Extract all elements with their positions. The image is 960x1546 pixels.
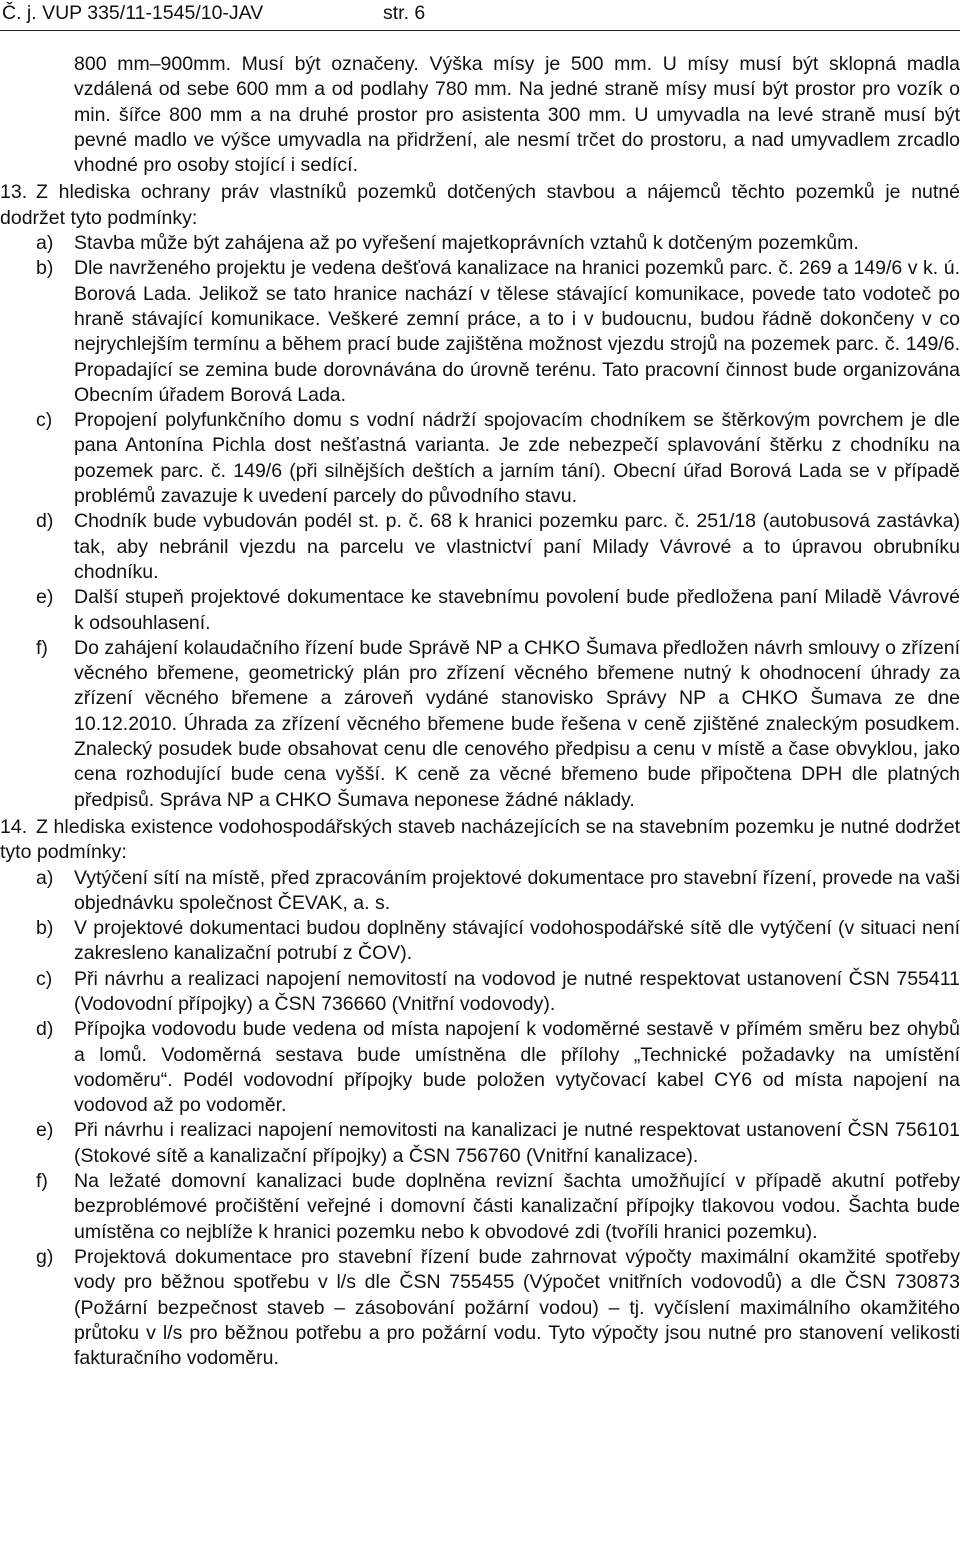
list-item bbox=[0, 967, 960, 1018]
section-intro: Z hlediska existence vodohospodářských staveb nacházejících se na stavebním pozemku je nutné dodržet tyto podmínky: bbox=[0, 815, 960, 864]
list-item bbox=[0, 408, 960, 509]
item-text: Propojení polyfunkčního domu s vodní nádrží spojovacím chodníkem se štěrkovým povrchem je dle pana Antonína Pichla dost nešťastná varianta. Je zde nebezpečí splavování štěrku z chodníku na pozemek parc. č. 149/6 (při silnějších deštích a jarním tání). Obecní úřad Borová Lada se v případě problémů zavazuje k uvedení parcely do původního stavu. bbox=[74, 409, 960, 508]
header-divider bbox=[0, 30, 960, 31]
section-intro: Z hlediska ochrany práv vlastníků pozemků dotčených stavbou a nájemců těchto pozemků je nutné dodržet tyto podmínky: bbox=[0, 181, 960, 229]
item-text: Při návrhu i realizaci napojení nemovitosti na kanalizaci je nutné respektovat ustanovení ČSN 756101 (Stokové sítě a kanalizační přípojky) a ČSN 756760 (Vnitřní kanalizace). bbox=[74, 1119, 960, 1167]
item-label: g) bbox=[36, 1245, 54, 1268]
item-text: Chodník bude vybudován podél st. p. č. 68 k hranici pozemku parc. č. 251/18 (autobusová zastávka) tak, aby nebránil vjezdu na parcelu ve vlastnictví paní Milady Vávrové a to úpravou obrubníku chodníku. bbox=[74, 510, 960, 583]
item-text: Stavba může být zahájena až po vyřešení majetkoprávních vztahů k dotčeným pozemkům. bbox=[74, 232, 859, 255]
item-text: Další stupeň projektové dokumentace ke stavebnímu povolení bude předložena paní Miladě Vávrové k odsouhlasení. bbox=[74, 586, 960, 634]
item-label: c) bbox=[36, 409, 53, 432]
item-label: e) bbox=[36, 1119, 54, 1142]
item-text: Na ležaté domovní kanalizaci bude doplněna revizní šachta umožňující v případě akutní potřeby bezproblémové pročištění veřejné i domovní části kanalizační přípojky tlakovou vodou. Šachta bude umístěna co nejblíže k hranici pozemku nebo k obvodové zdi (tvoříli hranici pozemku). bbox=[74, 1170, 960, 1243]
list-item bbox=[0, 1017, 960, 1118]
item-label: b) bbox=[36, 257, 54, 280]
item-text: Dle navrženého projektu je vedena dešťová kanalizace na hranici pozemků parc. č. 269 a 149/6 v k. ú. Borová Lada. Jelikož se tato hranice nachází v tělese stávající komunikace, povede tato vodoteč po hraně stávající komunikace. Veškeré zemní práce, a to i v budoucnu, budou řádně dokončeny v co nejrychlejším termínu a během prací bude zajištěna možnost vjezdu strojů na pozemek parc. č. 149/6. Propadající se zemina bude dorovnávána do úrovně terénu. Tato pracovní činnost bude organizována Obecním úřadem Borová Lada. bbox=[74, 257, 960, 406]
intro-paragraph: 800 mm–900mm. Musí být označeny. Výška mísy je 500 mm. U mísy musí být sklopná madla vzdálená od sebe 600 mm a od podlahy 780 mm. Na jedné straně mísy musí být prostor pro vozík o min. šířce 800 mm a na druhé prostor pro asistenta 300 mm. U umyvadla na levé straně musí být pevné madlo ve výšce umyvadla na přidržení, ale nesmí trčet do prostoru, a nad umyvadlem zrcadlo vhodné pro osoby stojící i sedící. bbox=[74, 53, 960, 177]
item-label: d) bbox=[36, 1018, 54, 1041]
item-label: f) bbox=[36, 636, 48, 659]
item-text: Při návrhu a realizaci napojení nemovitostí na vodovod je nutné respektovat ustanovení ČSN 755411 (Vodovodní přípojky) a ČSN 736660 (Vnitřní vodovody). bbox=[74, 967, 960, 1015]
list-item bbox=[0, 636, 960, 813]
item-text: V projektové dokumentaci budou doplněny stávající vodohospodářské sítě dle vytýčení (v situaci není zakresleno kanalizační potrubí z ČOV). bbox=[74, 917, 960, 965]
item-label: f) bbox=[36, 1170, 48, 1193]
section-number: 14. bbox=[0, 815, 28, 838]
section-13 bbox=[0, 180, 960, 231]
item-text: Do zahájení kolaudačního řízení bude Správě NP a CHKO Šumava předložen návrh smlouvy o zřízení věcného břemene, geometrický plán pro zřízení věcného břemene nutný k ohodnocení úhrady za zřízení věcného břemene a zároveň vydáné stanovisko Správy NP a CHKO Šumava ze dne 10.12.2010. Úhrada za zřízení věcného břemene bude řešena v ceně zjištěné znaleckým posudkem. Znalecký posudek bude obsahovat cenu dle cenového předpisu a cenu v místě a čase obvyklou, jako cena rozhodující bude cena vyšší. K ceně za věcné břemeno bude připočtena DPH dle platných předpisů. Správa NP a CHKO Šumava neponese žádné náklady. bbox=[74, 636, 960, 811]
page-number: str. 6 bbox=[383, 2, 426, 24]
page-header bbox=[0, 2, 960, 30]
item-text: Vytýčení sítí na místě, před zpracováním projektové dokumentace pro stavební řízení, provede na vaši objednávku společnost ČEVAK, a. s. bbox=[74, 866, 960, 914]
section-14 bbox=[0, 815, 960, 866]
list-item bbox=[0, 231, 960, 256]
list-item bbox=[0, 1169, 960, 1245]
document-body bbox=[0, 52, 960, 1371]
list-item bbox=[0, 585, 960, 636]
item-label: a) bbox=[36, 866, 54, 889]
reference-number: Č. j. VUP 335/11-1545/10-JAV bbox=[2, 2, 264, 24]
list-item bbox=[0, 256, 960, 408]
item-text: Přípojka vodovodu bude vedena od místa napojení k vodoměrné sestavě v přímém směru bez ohybů a lomů. Vodoměrná sestava bude umístněna dle přílohy „Technické požadavky na umístění vodoměru“. Podél vodovodní přípojky bude položen vytyčovací kabel CY6 od místa napojení na vodovod až po vodoměr. bbox=[74, 1018, 960, 1117]
list-item bbox=[0, 1118, 960, 1169]
list-item bbox=[0, 866, 960, 917]
section-number: 13. bbox=[0, 181, 28, 204]
item-label: e) bbox=[36, 586, 54, 609]
item-text: Projektová dokumentace pro stavební řízení bude zahrnovat výpočty maximální okamžité spotřeby vody pro běžnou spotřebu v l/s dle ČSN 755455 (Výpočet vnitřních vodovodů) a dle ČSN 730873 (Požární bezpečnost staveb – zásobování požární vodou) – tj. vyčíslení maximálního okamžitého průtoku v l/s pro běžnou potřebu a pro požární vodu. Tyto výpočty jsou nutné pro stanovení velikosti fakturačního vodoměru. bbox=[74, 1245, 960, 1370]
item-label: d) bbox=[36, 510, 54, 533]
item-label: b) bbox=[36, 917, 54, 940]
list-item bbox=[0, 916, 960, 967]
item-label: a) bbox=[36, 232, 54, 255]
list-item bbox=[0, 509, 960, 585]
list-item bbox=[0, 1245, 960, 1371]
item-label: c) bbox=[36, 967, 53, 990]
